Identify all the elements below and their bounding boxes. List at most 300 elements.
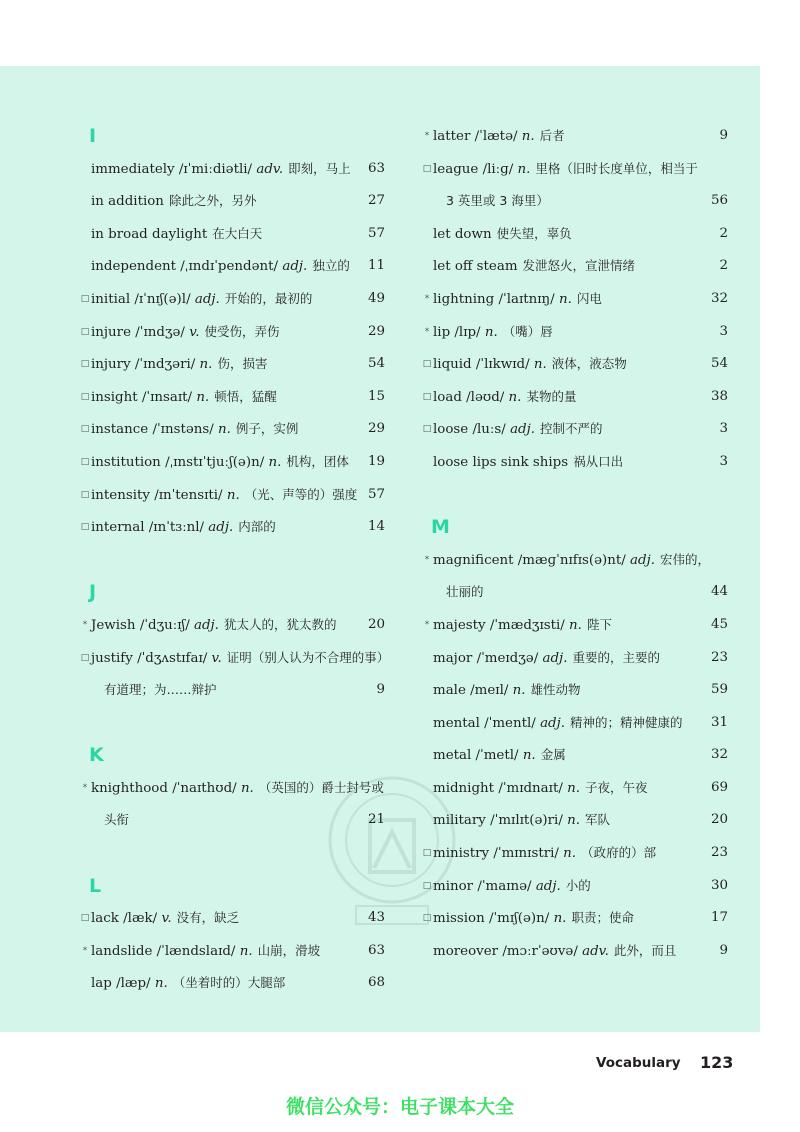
entry-page-number: 30 — [710, 877, 728, 893]
entry-pos: adv. — [582, 943, 609, 959]
entry-phonetic: /ləʊd/ — [466, 389, 505, 405]
entry-marker: □ — [80, 913, 90, 924]
vocab-entry — [80, 381, 385, 414]
entry-page-number: 9 — [719, 942, 728, 958]
entry-word: let down — [433, 226, 492, 242]
vocab-entry — [80, 185, 385, 218]
entry-word: latter — [433, 129, 471, 144]
entry-phonetic: /ˌɪndɪˈpendənt/ — [180, 259, 279, 275]
entry-phonetic: /læk/ — [123, 911, 158, 927]
entry-page-number: 2 — [719, 225, 728, 241]
entry-meaning: 小的 — [565, 877, 591, 893]
entry-page-number: 59 — [710, 682, 728, 698]
entry-page-number: 9 — [376, 682, 385, 698]
entry-word: moreover — [433, 943, 499, 959]
vocab-entry — [422, 772, 728, 805]
entry-page-number: 32 — [710, 747, 728, 763]
entry-text — [91, 153, 351, 187]
entry-page-number: 9 — [719, 128, 728, 143]
entry-text — [91, 609, 336, 643]
vocab-entry — [422, 837, 728, 870]
letter-heading: M — [431, 516, 450, 539]
entry-meaning: 犹太人的，犹太教的 — [223, 616, 337, 632]
entry-meaning: 除此之外，另外 — [168, 193, 257, 209]
entry-marker: □ — [422, 391, 432, 402]
entry-marker: □ — [80, 456, 90, 467]
entry-meaning: 有道理；为……辩护 — [104, 682, 217, 698]
entry-word: major — [433, 650, 473, 666]
entry-phonetic: /mæɡˈnɪfɪs(ə)nt/ — [517, 552, 626, 568]
entry-word: knighthood — [91, 780, 168, 796]
entry-text — [91, 967, 285, 1001]
entry-phonetic: /liːɡ/ — [482, 161, 514, 177]
footer-page-number: 123 — [700, 1053, 734, 1072]
entry-text — [433, 642, 660, 676]
entry-meaning: （英国的）爵士封号或 — [258, 779, 384, 795]
vocab-entry — [80, 479, 385, 512]
entry-page-number: 23 — [710, 649, 728, 665]
entry-page-number: 17 — [710, 910, 728, 926]
entry-text — [91, 250, 350, 284]
vocab-entry — [422, 544, 728, 577]
entry-pos: n. — [239, 943, 253, 959]
entry-pos: adj. — [193, 617, 219, 633]
entry-marker: □ — [422, 359, 432, 370]
entry-meaning: 内部的 — [238, 519, 276, 535]
entry-marker: □ — [80, 652, 90, 663]
entry-text — [91, 185, 256, 219]
entry-pos: n. — [512, 683, 526, 699]
entry-meaning: 伤，损害 — [217, 356, 268, 372]
entry-phonetic: /ˈmædʒɪsti/ — [489, 617, 565, 633]
entry-continuation — [80, 804, 385, 837]
entry-phonetic: /ˈɪnsaɪt/ — [141, 389, 193, 405]
entry-word: military — [433, 813, 486, 829]
entry-word: justify — [91, 650, 133, 666]
vocab-entry — [80, 446, 385, 479]
vocab-entry — [80, 772, 385, 805]
entry-word: independent — [91, 259, 177, 275]
entry-page-number: 27 — [367, 193, 385, 209]
entry-word: minor — [433, 878, 474, 894]
entry-text — [433, 153, 698, 187]
entry-pos: n. — [553, 911, 567, 927]
entry-phonetic: /ɪnˈtɜːnl/ — [148, 520, 205, 536]
entry-word: lip — [433, 324, 451, 340]
entry-marker: □ — [80, 359, 90, 370]
vocab-entry — [422, 642, 728, 675]
entry-pos: adj. — [510, 422, 536, 438]
entry-text — [433, 739, 566, 773]
entry-word: let off steam — [433, 259, 518, 275]
entry-pos: n. — [199, 357, 213, 373]
vocab-entry — [80, 967, 385, 1000]
entry-pos: adv. — [256, 161, 284, 177]
entry-page-number: 31 — [710, 714, 728, 730]
entry-marker: * — [424, 554, 430, 565]
entry-meaning: （嘴）唇 — [502, 323, 553, 339]
vocab-entry — [422, 348, 728, 381]
entry-text — [433, 674, 581, 708]
letter-heading: L — [89, 874, 102, 897]
entry-page-number: 15 — [367, 388, 385, 404]
entry-word: institution — [91, 454, 161, 470]
entry-meaning: 军队 — [585, 812, 611, 828]
entry-meaning: 子夜，午夜 — [585, 779, 648, 795]
entry-pos: n. — [240, 780, 254, 796]
vocab-entry — [80, 283, 385, 316]
entry-pos: n. — [567, 780, 580, 796]
entry-marker: * — [424, 293, 430, 304]
entry-phonetic: /ˈmɪlɪt(ə)ri/ — [490, 813, 563, 829]
entry-marker: □ — [422, 163, 432, 174]
entry-text — [433, 120, 565, 154]
entry-page-number: 68 — [367, 975, 385, 991]
entry-word: landslide — [91, 943, 153, 959]
entry-text — [91, 479, 357, 513]
entry-word: lightning — [433, 291, 495, 307]
entry-phonetic: /ɪnˈtensɪti/ — [154, 487, 223, 503]
entry-page-number: 49 — [367, 290, 385, 306]
entry-page-number: 32 — [710, 290, 728, 306]
entry-word: injury — [91, 357, 131, 373]
entry-meaning: 例子，实例 — [235, 421, 299, 437]
entry-text — [433, 935, 676, 969]
vocab-entry — [80, 153, 385, 186]
entry-meaning: 开始的，最初的 — [224, 290, 313, 306]
vocab-entry — [422, 902, 728, 935]
entry-pos: v. — [161, 911, 172, 927]
entry-text — [91, 381, 277, 415]
entry-text — [433, 870, 591, 904]
entry-pos: adj. — [282, 259, 308, 275]
entry-meaning: 里格（旧时长度单位，相当于 — [535, 160, 698, 176]
entry-phonetic: /ˈɪndʒə/ — [135, 324, 185, 340]
entry-text — [433, 283, 602, 317]
entry-page-number: 54 — [710, 356, 728, 372]
entry-word: league — [433, 161, 479, 177]
vocab-entry — [422, 316, 728, 349]
entry-phonetic: /ˈmentl/ — [484, 715, 536, 731]
entry-pos: n. — [533, 357, 547, 373]
entry-marker: * — [424, 131, 430, 141]
entry-meaning: 闪电 — [576, 290, 602, 306]
entry-continuation — [422, 576, 728, 609]
vocab-entry — [80, 609, 385, 642]
entry-pos: adj. — [630, 552, 655, 568]
entry-word: loose — [433, 422, 469, 438]
entry-phonetic: /ˈɪndʒəri/ — [134, 357, 196, 373]
entry-page-number: 54 — [367, 356, 385, 372]
vocab-entry — [80, 348, 385, 381]
vocab-entry — [422, 739, 728, 772]
vocab-entry — [422, 413, 728, 446]
entry-text — [433, 772, 648, 806]
vocab-entry — [422, 804, 728, 837]
entry-phonetic: /ˈlændslaɪd/ — [156, 943, 236, 959]
entry-phonetic: /meɪl/ — [470, 683, 509, 699]
footer-section-label: Vocabulary — [596, 1055, 681, 1071]
entry-word: lack — [91, 911, 119, 927]
vocab-entry — [80, 902, 385, 935]
entry-pos: n. — [226, 487, 240, 503]
vocab-entry — [422, 250, 728, 283]
entry-page-number: 57 — [367, 225, 385, 241]
entry-meaning: 控制不严的 — [540, 421, 603, 437]
entry-page-number: 11 — [367, 258, 385, 274]
entry-pos: n. — [268, 454, 282, 470]
entry-marker: □ — [80, 391, 90, 402]
entry-meaning: 后者 — [539, 128, 565, 143]
entry-meaning: 使失望，辜负 — [496, 225, 572, 241]
entry-meaning: （政府的）部 — [581, 845, 657, 861]
entry-text — [91, 902, 239, 936]
entry-meaning: 某物的量 — [526, 388, 577, 404]
watermark-caption: 微信公众号：电子课本大全 — [285, 1096, 514, 1118]
entry-phonetic: /ˈlɪkwɪd/ — [475, 357, 530, 373]
entry-pos: adj. — [535, 878, 561, 894]
entry-phonetic: /ˈlætə/ — [474, 129, 518, 144]
entry-pos: v. — [211, 650, 222, 666]
entry-pos: adj. — [542, 650, 568, 666]
entry-marker: * — [424, 326, 430, 337]
entry-page-number: 43 — [367, 910, 385, 926]
section-gap — [80, 544, 385, 577]
entry-page-number: 44 — [710, 584, 728, 600]
entry-meaning: 即刻，马上 — [288, 160, 351, 176]
vocab-entry — [422, 153, 728, 186]
entry-meaning: 顿悟，猛醒 — [214, 388, 277, 404]
entry-text — [91, 316, 279, 350]
entry-text — [433, 446, 623, 480]
section-gap — [422, 479, 728, 512]
entry-text — [91, 348, 267, 382]
entry-pos: n. — [563, 846, 577, 862]
entry-phonetic: /ˈdʒuːɪʃ/ — [139, 617, 190, 633]
entry-word: initial — [91, 291, 131, 307]
entry-meaning: 山崩，滑坡 — [257, 942, 321, 958]
vocab-entry — [422, 935, 728, 968]
entry-page-number: 3 — [719, 421, 728, 437]
entry-meaning: 陛下 — [586, 616, 612, 632]
entry-page-number: 3 — [719, 323, 728, 339]
entry-phonetic: /luːs/ — [472, 422, 506, 438]
entry-word: magnificent — [433, 552, 514, 568]
entry-meaning: 发泄怒火，宣泄情绪 — [522, 258, 636, 274]
entry-text — [91, 446, 349, 480]
entry-word: mission — [433, 911, 485, 927]
vocab-entry — [422, 120, 728, 153]
entry-word: load — [433, 389, 462, 405]
entry-page-number: 21 — [367, 812, 385, 828]
entry-word: male — [433, 683, 466, 699]
entry-marker: □ — [80, 522, 90, 533]
entry-text — [433, 218, 572, 252]
entry-text — [433, 804, 610, 838]
entry-word: internal — [91, 520, 145, 536]
vocab-entry — [422, 446, 728, 479]
entry-meaning: 在大白天 — [212, 225, 263, 241]
entry-text — [433, 250, 635, 284]
vocab-entry — [422, 283, 728, 316]
entry-page-number: 29 — [367, 323, 385, 339]
entry-word: metal — [433, 748, 472, 764]
entry-phonetic: /ˈnaɪthʊd/ — [172, 780, 237, 796]
entry-word: loose lips sink ships — [433, 454, 569, 470]
entry-page-number: 19 — [367, 453, 385, 469]
entry-meaning: 此外，而且 — [613, 942, 677, 958]
vocab-entry — [80, 250, 385, 283]
entry-phonetic: /ˈmeɪdʒə/ — [476, 650, 539, 666]
entry-marker: * — [82, 945, 88, 956]
entry-marker: □ — [422, 424, 432, 435]
entry-pos: n. — [517, 161, 531, 177]
entry-meaning: 机构，团体 — [286, 453, 349, 469]
entry-marker: □ — [80, 293, 90, 304]
entry-phonetic: /ɪˈmiːdiətli/ — [178, 161, 253, 177]
entry-pos: adj. — [208, 520, 234, 536]
vocab-entry — [422, 381, 728, 414]
entry-meaning: 液体，液态物 — [551, 356, 627, 372]
entry-pos: n. — [154, 976, 168, 992]
entry-meaning: 使受伤，弄伤 — [204, 323, 280, 339]
entry-word: majesty — [433, 617, 486, 633]
entry-phonetic: /ˈmɪnɪstri/ — [493, 846, 559, 862]
entry-word: lap — [91, 976, 112, 992]
entry-page-number: 38 — [710, 388, 728, 404]
vocab-entry — [422, 218, 728, 251]
entry-marker: * — [82, 782, 88, 793]
vocab-entry — [80, 511, 385, 544]
entry-page-number: 14 — [367, 519, 385, 535]
vocab-entry — [422, 870, 728, 903]
entry-meaning: 重要的，主要的 — [572, 649, 660, 665]
vocab-entry — [80, 218, 385, 251]
entry-meaning: 金属 — [540, 747, 566, 763]
entry-page-number: 2 — [719, 258, 728, 274]
entry-text — [91, 642, 389, 676]
entry-meaning: 宏伟的， — [660, 551, 711, 567]
entry-continuation — [80, 674, 385, 707]
entry-phonetic: /ˈlaɪtnɪŋ/ — [498, 291, 555, 307]
entry-text — [433, 902, 634, 936]
entry-marker: □ — [80, 489, 90, 500]
entry-text — [433, 316, 553, 350]
entry-pos: n. — [218, 422, 231, 438]
entry-text — [433, 609, 612, 643]
entry-meaning: 雄性动物 — [530, 682, 581, 698]
entry-page-number: 69 — [710, 779, 728, 795]
entry-marker: □ — [422, 880, 432, 891]
entry-page-number: 57 — [367, 486, 385, 502]
entry-page-number: 23 — [710, 845, 728, 861]
entry-meaning: 3 英里或 3 海里） — [446, 193, 549, 209]
entry-pos: n. — [522, 748, 536, 764]
entry-page-number: 56 — [710, 193, 728, 209]
entry-word: ministry — [433, 846, 490, 862]
entry-marker: * — [424, 619, 430, 630]
entry-marker: □ — [80, 326, 90, 337]
letter-heading: J — [89, 581, 97, 604]
entry-page-number: 63 — [367, 160, 385, 176]
entry-word: midnight — [433, 780, 495, 796]
vocab-entry — [422, 707, 728, 740]
entry-marker: □ — [422, 913, 432, 924]
entry-word: liquid — [433, 357, 472, 373]
entry-meaning: （坐着时的）大腿部 — [172, 975, 286, 991]
vocab-entry — [422, 609, 728, 642]
entry-phonetic: /ˌɪnstɪˈtjuːʃ(ə)n/ — [165, 454, 265, 470]
entry-phonetic: /mɔːrˈəʊvə/ — [502, 943, 578, 959]
entry-phonetic: /ˈɪnstəns/ — [152, 422, 214, 438]
entry-pos: n. — [508, 389, 522, 405]
entry-pos: n. — [484, 324, 498, 340]
entry-text — [433, 837, 656, 871]
entry-page-number: 45 — [710, 616, 728, 632]
entry-pos: adj. — [194, 291, 220, 307]
entry-text — [433, 707, 683, 741]
entry-text — [91, 772, 384, 806]
entry-word: mental — [433, 715, 480, 731]
letter-heading: I — [89, 125, 97, 147]
entry-word: in addition — [91, 194, 164, 210]
letter-heading: K — [89, 744, 104, 767]
entry-meaning: 壮丽的 — [446, 584, 484, 600]
entry-text — [433, 348, 627, 382]
entry-page-number: 63 — [367, 942, 385, 958]
entry-pos: n. — [521, 129, 535, 144]
entry-word: Jewish — [91, 617, 136, 633]
vocab-entry — [80, 413, 385, 446]
entry-text — [91, 283, 312, 317]
entry-phonetic: /ˈdʒʌstɪfaɪ/ — [137, 650, 208, 666]
entry-text — [91, 511, 276, 545]
right-column — [422, 120, 728, 967]
entry-pos: v. — [189, 324, 200, 340]
vocab-entry — [80, 642, 390, 675]
entry-text — [433, 381, 576, 415]
entry-phonetic: /ˈmetl/ — [475, 748, 519, 764]
entry-text — [433, 544, 710, 578]
entry-marker: * — [82, 619, 88, 630]
entry-pos: n. — [558, 291, 572, 307]
vocab-entry — [80, 935, 385, 968]
entry-page-number: 29 — [367, 421, 385, 437]
entry-word: instance — [91, 422, 149, 438]
entry-text — [91, 218, 262, 252]
entry-text — [91, 413, 298, 447]
entry-word: immediately — [91, 161, 175, 177]
entry-continuation — [422, 185, 728, 218]
entry-word: insight — [91, 389, 138, 405]
entry-meaning: 没有，缺乏 — [176, 910, 240, 926]
entry-page-number: 20 — [367, 616, 385, 632]
entry-pos: n. — [569, 617, 582, 633]
entry-phonetic: /ˈmaɪnə/ — [477, 878, 532, 894]
entry-word: injure — [91, 324, 132, 340]
entry-marker: □ — [80, 424, 90, 435]
entry-meaning: 证明（别人认为不合理的事） — [226, 649, 390, 665]
entry-phonetic: /ˈmɪʃ(ə)n/ — [488, 911, 550, 927]
section-gap — [80, 707, 385, 740]
section-gap — [80, 837, 385, 870]
entry-text — [91, 935, 320, 969]
entry-meaning: 祸从口出 — [573, 453, 624, 469]
entry-meaning: 头衔 — [104, 812, 130, 828]
entry-phonetic: /ˈmɪdnaɪt/ — [498, 780, 563, 796]
entry-page-number: 3 — [719, 453, 728, 469]
entry-page-number: 20 — [710, 812, 728, 828]
